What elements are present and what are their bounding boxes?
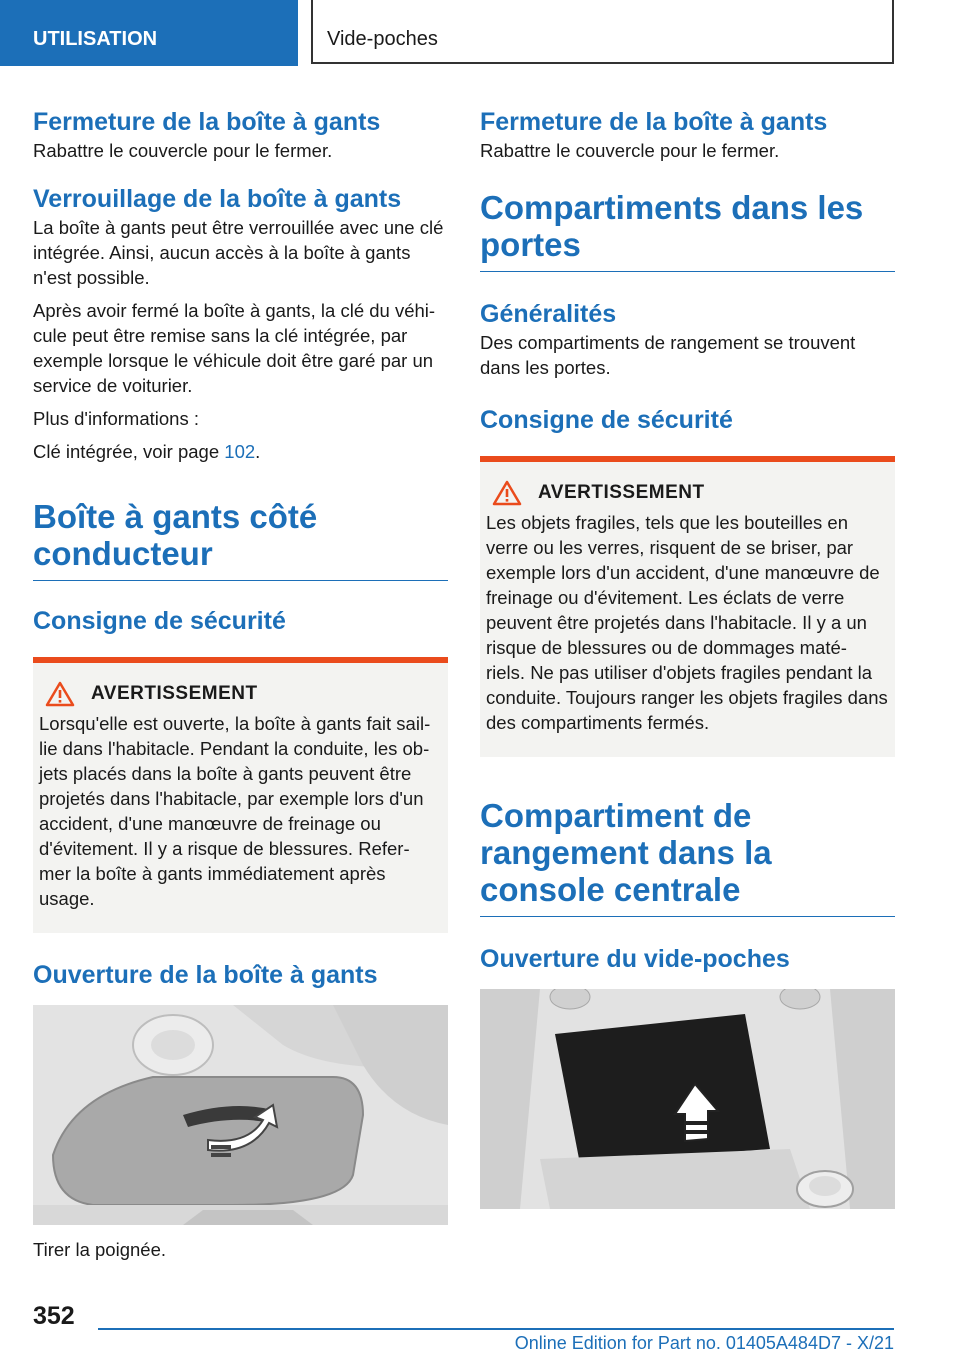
page-title: Vide-poches <box>327 28 438 50</box>
heading-close-glovebox: Fermeture de la boîte à gants <box>33 108 381 136</box>
page-link[interactable]: 102 <box>224 441 256 462</box>
heading-open-tray: Ouverture du vide-poches <box>480 945 790 973</box>
reference-text: Clé intégrée, voir page <box>33 441 225 462</box>
warning-text: Les objets fragiles, tels que les bouteilles en verre ou les verres, risquent de se briser, par exemple lors d'un accident, d'une manœuvre de freinage ou d'évitement. Les éclats de verre peuvent être projetés dans l'habitacle. Il y a un risque de blessures ou de dommages maté- riels. Ne pas utiliser d'objets fragiles pendant la conduite. Toujours ranger les objets fragiles dans des compartiments fermés. <box>486 512 888 733</box>
heading-open-glovebox: Ouverture de la boîte à gants <box>33 961 378 989</box>
console-tray-illustration <box>480 989 895 1209</box>
text-reference <box>33 439 448 464</box>
heading-safety-right: Consigne de sécurité <box>480 406 733 434</box>
heading-safety-left: Consigne de sécurité <box>33 607 286 635</box>
warning-text: Lorsqu'elle est ouverte, la boîte à gants fait sail- lie dans l'habitacle. Pendant la conduite, les ob- jets placés dans la boîte à gants peuvent être projetés dans l'habitacle, par exemple lors d'un accident, d'une manœuvre de freinage ou d'évitement. Il y a risque de blessures. Refer- mer la boîte à gants immédiatement après usage. <box>39 713 431 909</box>
warning-box-left <box>33 657 448 933</box>
glovebox-illustration <box>33 1005 448 1225</box>
section-tab[interactable] <box>0 0 298 66</box>
page-title-tab <box>311 0 894 64</box>
warning-title: AVERTISSEMENT <box>91 683 258 704</box>
heading-center-console: Compartiment de rangement dans la console centrale <box>480 797 895 917</box>
left-column <box>33 100 448 1262</box>
heading-driver-glovebox: Boîte à gants côté conducteur <box>33 498 448 581</box>
footer-divider <box>98 1328 894 1330</box>
text-more-info: Plus d'informations : <box>33 408 199 429</box>
page-header <box>0 0 960 66</box>
heading-general: Généralités <box>480 300 617 328</box>
warning-title: AVERTISSEMENT <box>538 482 705 503</box>
right-column <box>480 100 895 1209</box>
text-lock-1: La boîte à gants peut être verrouillée avec une clé intégrée. Ainsi, aucun accès à la boîte à gants n'est possible. <box>33 217 444 288</box>
text-lock-2: Après avoir fermé la boîte à gants, la clé du véhi- cule peut être remise sans la clé intégrée, par exemple lorsque le véhicule doit être garé par un service de voiturier. <box>33 300 436 396</box>
text-close-right: Rabattre le couvercle pour le fermer. <box>480 140 780 161</box>
text-general: Des compartiments de rangement se trouvent dans les portes. <box>480 332 856 378</box>
warning-triangle-icon <box>492 480 522 506</box>
image-caption: Tirer la poignée. <box>33 1239 166 1260</box>
page-number: 352 <box>33 1302 75 1330</box>
text-close-glovebox: Rabattre le couvercle pour le fermer. <box>33 140 333 161</box>
section-label: UTILISATION <box>33 28 158 50</box>
heading-door-compartments: Compartiments dans les portes <box>480 189 895 272</box>
reference-end: . <box>255 441 261 462</box>
footer-edition: Online Edition for Part no. 01405A484D7 - X/21 <box>514 1333 894 1353</box>
heading-close-glovebox-right: Fermeture de la boîte à gants <box>480 108 828 136</box>
warning-triangle-icon <box>45 681 75 707</box>
heading-lock-glovebox: Verrouillage de la boîte à gants <box>33 185 402 213</box>
warning-box-right <box>480 456 895 757</box>
